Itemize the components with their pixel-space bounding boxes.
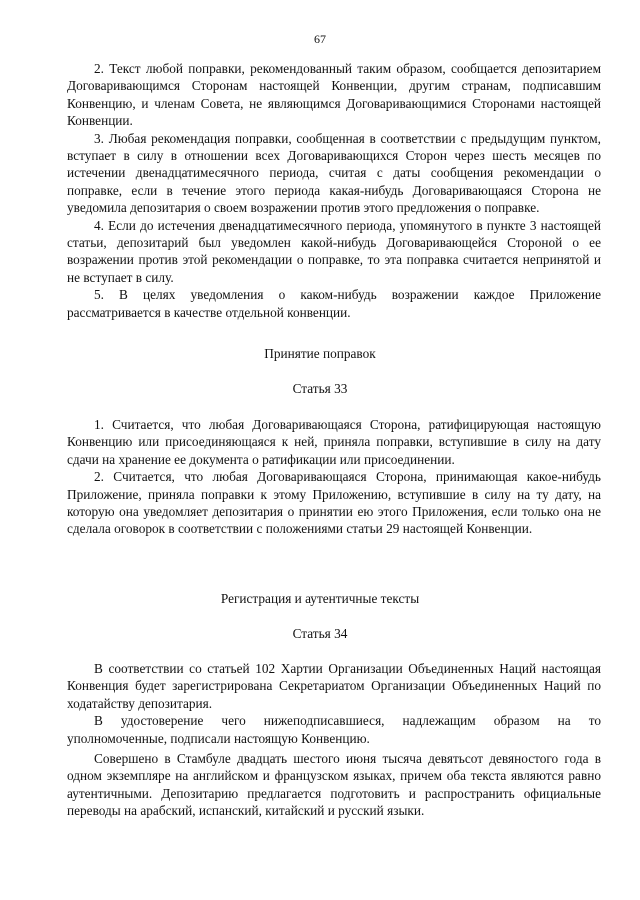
- closing-paragraph: Совершено в Стамбуле двадцать шестого июня тысяча девятьсот девяностого года в одном экземпляре на английском и французском языках, причем оба текста являются равно аутентичными. Депозитарию предлагается подготовить и распространить официальные переводы на арабский, испанский, китайский и русский языки.: [67, 751, 601, 819]
- article-34-body: [67, 660, 601, 747]
- amendment-paragraphs: [67, 60, 601, 321]
- article-34-paragraph-1: В соответствии со статьей 102 Хартии Организации Объединенных Наций настоящая Конвенция будет зарегистрирована Секретариатом Организации Объединенных Наций по ходатайству депозитария.: [67, 661, 601, 711]
- article-33-paragraph-1: 1. Считается, что любая Договаривающаяся Сторона, ратифицирующая настоящую Конвенцию или присоединяющаяся к ней, приняла поправки, вступившие в силу на дату сдачи на хранение ее документа о ратификации или присоединении.: [67, 417, 601, 467]
- paragraph-5: 5. В целях уведомления о каком-нибудь возражении каждое Приложение рассматривается в качестве отдельной конвенции.: [67, 287, 601, 320]
- paragraph-3: 3. Любая рекомендация поправки, сообщенная в соответствии с предыдущим пунктом, вступает в силу в отношении всех Договаривающихся Сторон через шесть месяцев по истечении двенадцатимесячного периода, считая с даты сообщения рекомендации о поправке, если в течение этого периода какая-нибудь Договаривающаяся Сторона не уведомила депозитария о своем возражении против этого предложения о поправке.: [67, 130, 601, 216]
- paragraph-4: 4. Если до истечения двенадцатимесячного периода, упомянутого в пункте 3 настоящей статьи, депозитарий был уведомлен какой-нибудь Договаривающейся Стороной о ее возражении против этой рекомендации о поправке, то эта поправка считается непринятой и не вступает в силу.: [67, 217, 601, 285]
- article-34-paragraph-2: В удостоверение чего нижеподписавшиеся, надлежащим образом на то уполномоченные, подписали настоящую Конвенцию.: [67, 713, 601, 746]
- section-heading-registration: Регистрация и аутентичные тексты: [220, 591, 420, 606]
- section-heading-acceptance: Принятие поправок: [264, 346, 376, 361]
- article-33-paragraph-2: 2. Считается, что любая Договаривающаяся Сторона, принимающая какое-нибудь Приложение, приняла поправки к этому Приложению, вступившие в силу на ту дату, на которую она уведомляет депозитария о принятии ею этого Приложения, если только она не сделала оговорок в соответствии с положениями статьи 29 настоящей Конвенции.: [67, 469, 601, 537]
- page-number: 67: [314, 32, 326, 46]
- closing-block: [67, 750, 601, 820]
- paragraph-2: 2. Текст любой поправки, рекомендованный таким образом, сообщается депозитарием Договаривающимся Сторонам настоящей Конвенции, другим странам, подписавшим Конвенцию, и членам Совета, не являющимся Договаривающимися Сторонами настоящей Конвенции.: [67, 61, 601, 129]
- article-33-body: [67, 416, 601, 538]
- article-33-title: Статья 33: [292, 381, 348, 396]
- article-34-title: Статья 34: [292, 626, 348, 641]
